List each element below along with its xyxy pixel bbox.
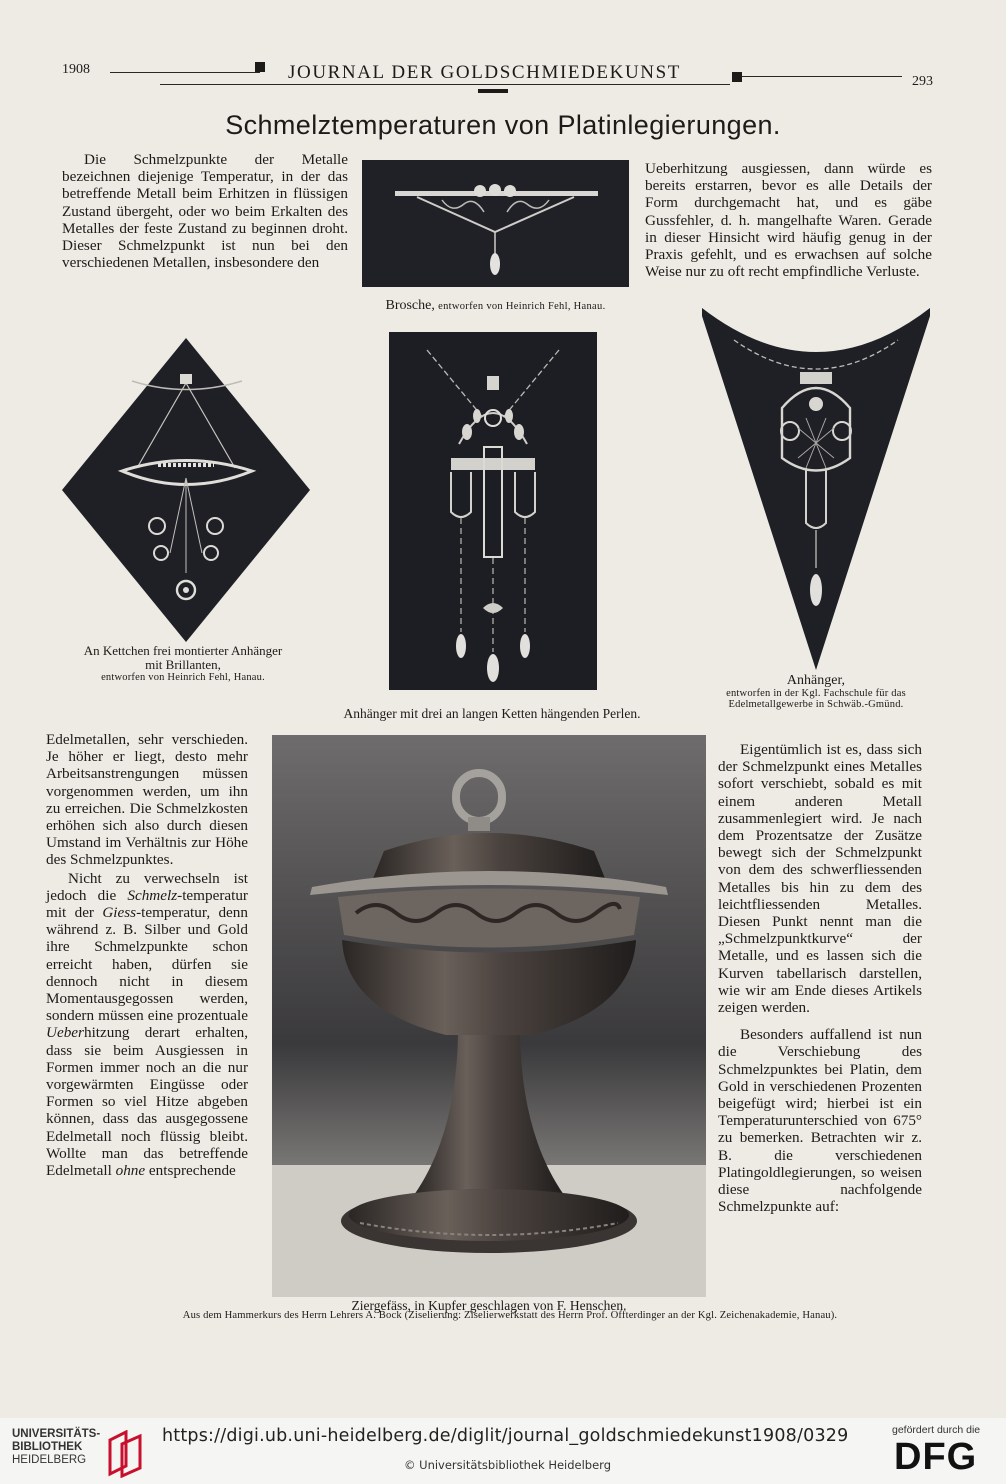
library-name-line3: HEIDELBERG <box>12 1454 87 1466</box>
left-p2-a: Nicht zu verwechseln ist jedoch die <box>46 869 248 904</box>
left-p2-e: -temperatur, denn während z. B. Silber und Gold ihre Schmelzpunkte schon erreicht haben, dürfen sie dennoch nicht in diesem Momentausgegossen werden, sondern müssen eine prozentuale <box>46 904 248 1025</box>
right-column-paragraph-1: Eigentümlich ist es, dass sich der Schmelzpunkt eines Metalles sofort verschiebt, sobald es mit einem anderen Metall zusammenlegiert wird. Je nach dem Prozentsatze der Zusätze bewegt sich der Schmelzpunkt von dem des schwerfliessenden Metalles bis hin zu dem des leichtfliessenden Metalles. Diesen Punkt nennt man die „Schmelzpunktkurve“ der Metalle, und es lassen sich die Kurven tabellarisch darstellen, wie wir am Ende dieses Artikels zeigen werden. <box>718 741 922 1017</box>
right-column <box>718 741 922 1215</box>
header-year: 1908 <box>62 62 90 77</box>
intro-left-column: Die Schmelzpunkte der Metalle bezeichnen diejenige Temperatur, in der das betreffende Metall beim Erhitzen in flüssigen Zustand übergeht, oder wo beim Erkalten des Metalles der feste Zustand zu beginnen droht. Dieser Schmelzpunkt ist nun bei den verschiedenen Metallen, insbesondere den <box>62 151 348 272</box>
pearl-pendant-caption: Anhänger mit drei an langen Ketten hängenden Perlen. <box>343 706 641 721</box>
copyright-notice: © Universitätsbibliothek Heidelberg <box>404 1458 612 1472</box>
diamond-pendant-caption-line1: An Kettchen frei montierter Anhänger <box>83 643 283 658</box>
left-p2-b: Schmelz <box>127 886 178 904</box>
left-p2-i: entsprechende <box>145 1162 236 1180</box>
diamond-pendant-caption-line2: mit Brillanten, <box>145 657 221 672</box>
vessel-caption: Ziergefäss, in Kupfer geschlagen von F. Henschen. <box>351 1298 627 1313</box>
triangle-pendant-caption <box>686 674 946 710</box>
diamond-pendant-caption-line3: entworfen von Heinrich Fehl, Hanau. <box>101 672 265 683</box>
left-p2-h: ohne <box>115 1162 146 1180</box>
footer-bar <box>0 1418 1006 1484</box>
intro-right-column: Ueberhitzung ausgiessen, dann würde es bereits erstarren, bevor es alle Details der Form durchgemacht hat, und es gäbe Gussfehler, d. h. mangelhafte Waren. Gerade in dieser Hinsicht wird häufig genug in der Praxis gefehlt, und es erwachsen auf solche Weise nur zu oft recht empfindliche Verluste. <box>645 160 932 281</box>
triangle-pendant-caption-main: Anhänger, <box>786 673 846 688</box>
header-ornament-left <box>255 62 265 72</box>
diamond-pendant-photo <box>62 338 310 642</box>
ub-book-icon <box>104 1430 150 1478</box>
header-journal-title: JOURNAL DER GOLDSCHMIEDEKUNST <box>288 62 681 83</box>
left-column <box>46 731 248 1179</box>
triangle-pendant-photo <box>702 308 930 670</box>
ub-heidelberg-logo <box>12 1428 152 1478</box>
pearl-pendant-photo <box>389 332 597 690</box>
hammerkurs-caption: Aus dem Hammerkurs des Herrn Lehrers A. Bock (Ziselierung: Ziselierwerkstatt des Herrn Prof. Offterdinger an der Kgl. Zeichenakademie, Hanau). <box>182 1310 838 1321</box>
brooch-photo <box>362 160 629 287</box>
brooch-caption-sub: entworfen von Heinrich Fehl, Hanau. <box>438 301 606 312</box>
diamond-pendant-caption <box>48 644 318 683</box>
triangle-pendant-caption-sub2: Edelmetallgewerbe in Schwäb.-Gmünd. <box>728 699 904 710</box>
running-header <box>0 58 1006 98</box>
funding-note: gefördert durch die <box>892 1424 981 1436</box>
article-title: Schmelztemperaturen von Platinlegierungen. <box>225 110 781 140</box>
right-column-paragraph-2: Besonders auffallend ist nun die Verschiebung des Schmelzpunktes bei Platin, dem Gold in verschiedenen Prozenten beigefügt wird; hierbei ist ein Temperaturunterschied von 675° zu bemerken. Betrachten wir z. B. die verschiedenen Platingoldlegierungen, so weisen diese nachfolgende Schmelzpunkte auf: <box>718 1026 922 1216</box>
brooch-caption-main: Brosche, <box>385 298 435 313</box>
left-p2-f: Ueber <box>46 1024 84 1042</box>
copper-vessel-photo <box>272 735 706 1297</box>
library-name-line2: BIBLIOTHEK <box>12 1441 83 1453</box>
header-page-number: 293 <box>912 74 933 89</box>
permalink-url[interactable]: https://digi.ub.uni-heidelberg.de/diglit/journal_goldschmiedekunst1908/0329 <box>162 1426 849 1446</box>
left-p2-g: hitzung derart erhalten, dass sie beim Ausgiessen in Formen immer noch an die nur vorgewärmten Eingüsse oder Formen so viel Hitze abgeben können, dass das ausgegossene Edelmetall noch flüssig bleibt. Wollte man das betreffende Edelmetall <box>46 1024 248 1180</box>
left-p2-c: -temperatur mit der <box>46 886 248 922</box>
left-column-paragraph-1: Edelmetallen, sehr verschieden. Je höher er liegt, desto mehr Arbeitsanstrengungen müssen vorgenommen werden, um ihn zu erreichen. Die Schmelzkosten erhöhen sich also durch diesen Umstand im Verhältnis zur Höhe des Schmelzpunktes. <box>46 731 248 869</box>
left-p2-d: Giess <box>102 904 137 922</box>
left-column-paragraph-2 <box>46 870 248 1180</box>
triangle-pendant-caption-sub1: entworfen in der Kgl. Fachschule für das <box>726 688 906 699</box>
header-ornament-right <box>732 72 742 82</box>
library-name-line1: UNIVERSITÄTS- <box>12 1428 101 1440</box>
dfg-logo: DFG <box>894 1436 978 1478</box>
brooch-caption <box>362 298 629 314</box>
